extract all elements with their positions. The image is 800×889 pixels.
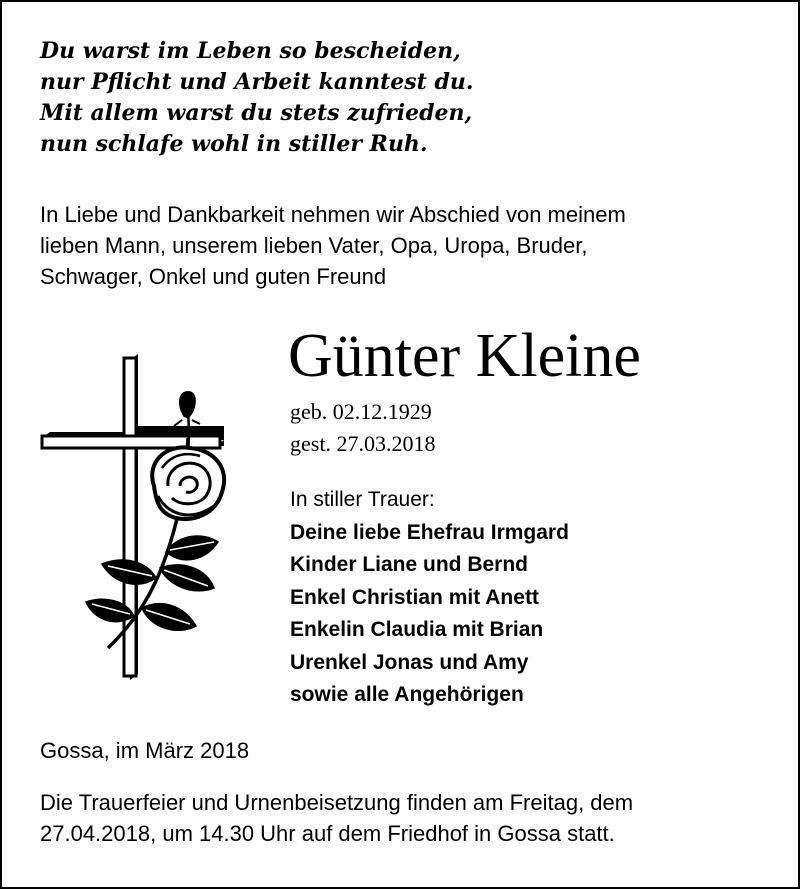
- poem-line: nun schlafe wohl in stiller Ruh.: [40, 131, 428, 157]
- mourner-entry: Enkelin Claudia mit Brian: [290, 618, 544, 641]
- mourner-entry: Enkel Christian mit Anett: [290, 585, 539, 609]
- mourners-heading: In stiller Trauer:: [290, 488, 435, 511]
- mourners-list: [290, 484, 569, 712]
- intro-line: lieben Mann, unserem lieben Vater, Opa, Uropa, Bruder,: [40, 233, 588, 258]
- poem-line: nur Pflicht und Arbeit kanntest du.: [40, 69, 474, 95]
- birth-date: geb. 02.12.1929: [290, 399, 432, 424]
- life-dates: [290, 396, 435, 460]
- poem-line: Mit allem warst du stets zufrieden,: [40, 100, 473, 126]
- place-and-date: Gossa, im März 2018: [40, 738, 250, 763]
- mourner-entry: Urenkel Jonas und Amy: [290, 650, 529, 674]
- cross-and-rose-emblem: [38, 346, 238, 686]
- intro-text: [40, 199, 780, 292]
- service-line: Die Trauerfeier und Urnenbeisetzung finden am Freitag, dem: [40, 790, 634, 815]
- poem: [40, 36, 640, 160]
- mourner-entry: Deine liebe Ehefrau Irmgard: [290, 520, 569, 544]
- intro-line: Schwager, Onkel und guten Freund: [40, 264, 387, 289]
- poem-line: Du warst im Leben so bescheiden,: [40, 38, 461, 64]
- intro-line: In Liebe und Dankbarkeit nehmen wir Abschied von meinem: [40, 202, 626, 227]
- service-line: 27.04.2018, um 14.30 Uhr auf dem Friedhof in Gossa statt.: [40, 821, 615, 846]
- deceased-name: Günter Kleine: [288, 322, 641, 390]
- funeral-service-info: [40, 787, 780, 849]
- death-date: gest. 27.03.2018: [290, 431, 436, 456]
- mourner-entry: Kinder Liane und Bernd: [290, 553, 529, 576]
- mourner-entry: sowie alle Angehörigen: [290, 683, 524, 706]
